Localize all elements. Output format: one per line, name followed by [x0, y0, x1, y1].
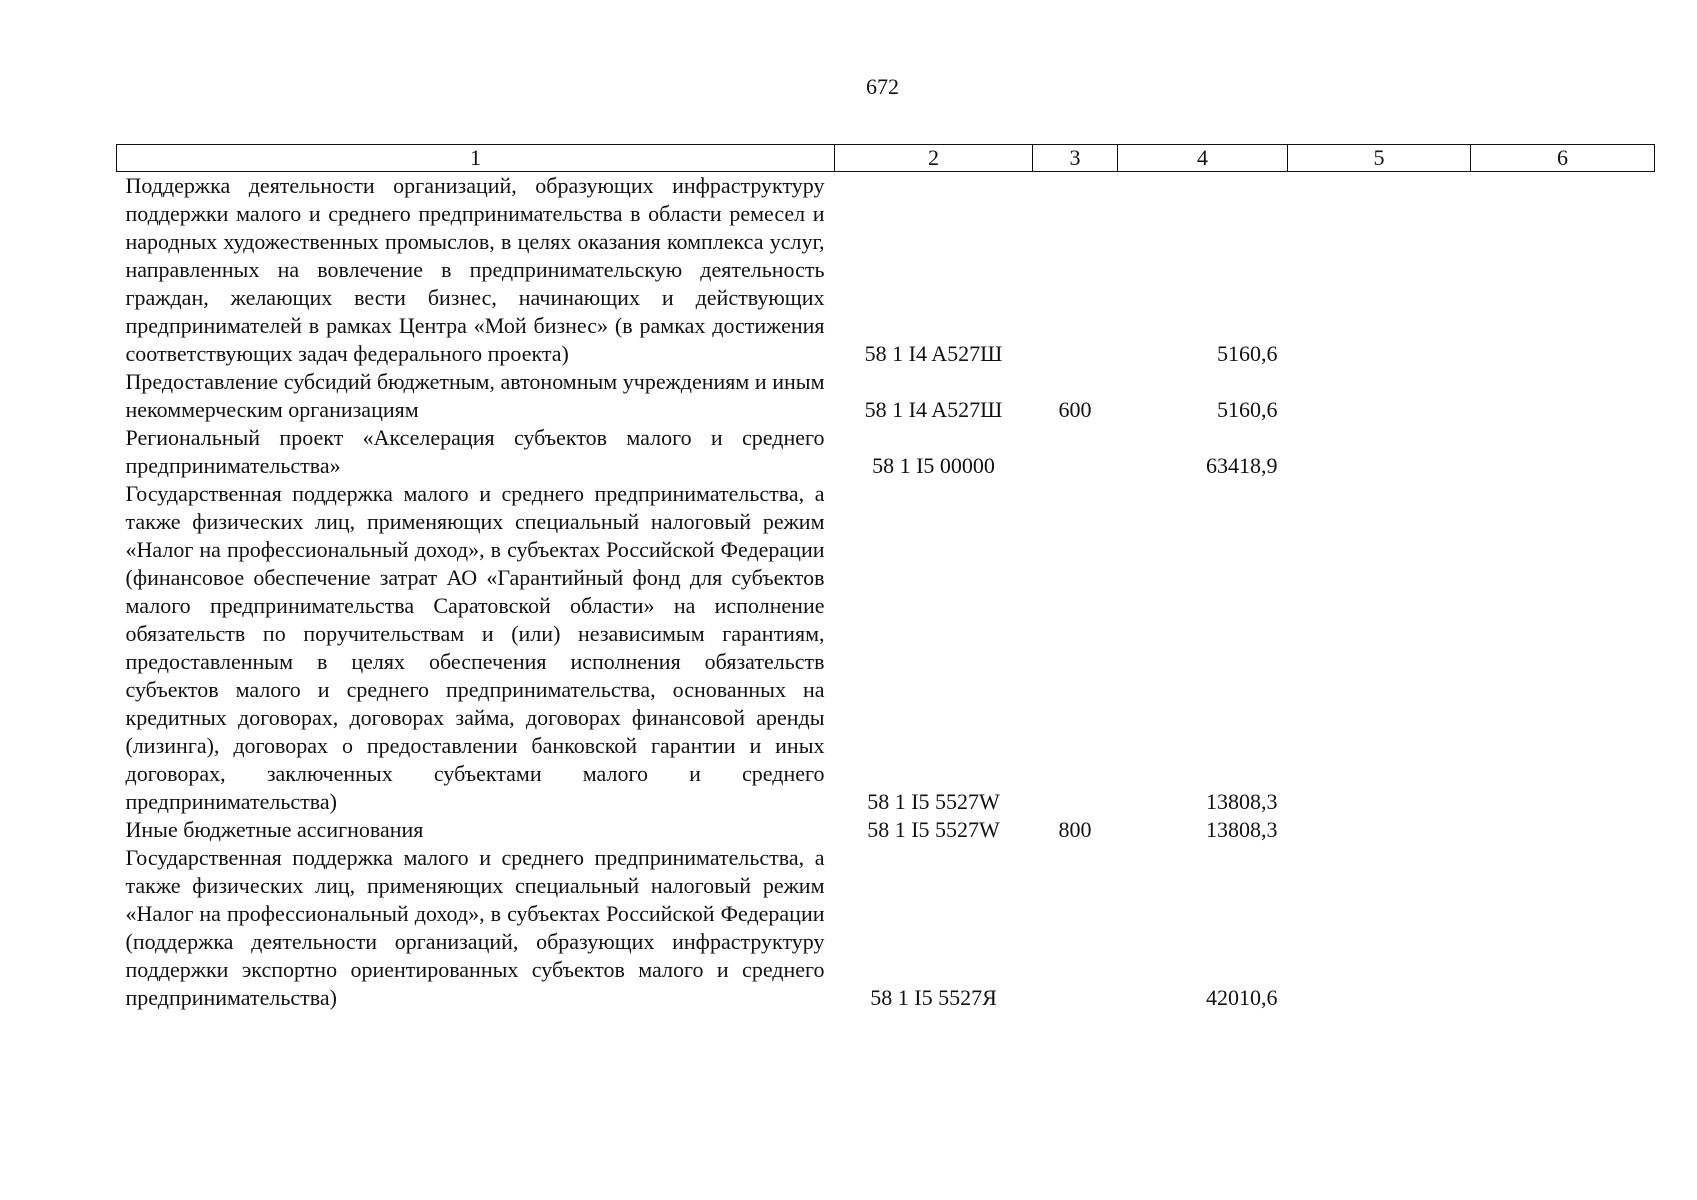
row-expense-type	[1033, 424, 1118, 480]
row-col-5	[1288, 424, 1471, 480]
row-amount: 13808,3	[1206, 789, 1278, 814]
row-amount: 42010,6	[1206, 985, 1278, 1010]
row-name: Государственная поддержка малого и среднего предпринимательства, а также физических лиц, применяющих специальный налоговый режим «Налог на профессиональный доход», в субъектах Российской Федерации (финансовое обеспечение затрат АО «Гарантийный фонд для субъектов малого предпринимательства Саратовской области» на исполнение обязательств по поручительствам и (или) независимым гарантиям, предоставленным в целях обеспечения исполнения обязательств субъектов малого и среднего предпринимательства, основанных на кредитных договорах, договорах займа, договорах финансовой аренды (лизинга), договорах о предоставлении банковской гарантии и иных договорах, заключенных субъектами малого и среднего предпринимательства)	[125, 481, 825, 814]
table-row	[117, 424, 1655, 480]
row-expense-type: 800	[1058, 817, 1092, 842]
row-code: 58 1 I5 00000	[872, 453, 995, 478]
header-col-1: 1	[117, 145, 835, 172]
row-code: 58 1 I5 5527W	[867, 789, 1000, 814]
row-expense-type	[1033, 480, 1118, 816]
row-col-6	[1471, 368, 1655, 424]
row-expense-type	[1033, 844, 1118, 1012]
row-col-5	[1288, 480, 1471, 816]
row-expense-type	[1033, 172, 1118, 369]
header-col-5: 5	[1288, 145, 1471, 172]
row-amount: 63418,9	[1206, 453, 1278, 478]
row-amount: 13808,3	[1206, 817, 1278, 842]
row-col-6	[1471, 172, 1655, 369]
row-name: Государственная поддержка малого и среднего предпринимательства, а также физических лиц, применяющих специальный налоговый режим «Налог на профессиональный доход», в субъектах Российской Федерации (поддержка деятельности организаций, образующих инфраструктуру поддержки экспортно ориентированных субъектов малого и среднего предпринимательства)	[125, 845, 825, 1010]
page-number: 672	[866, 74, 899, 99]
row-name: Иные бюджетные ассигнования	[125, 817, 424, 842]
header-col-6: 6	[1471, 145, 1655, 172]
table-row	[117, 480, 1655, 816]
header-col-4: 4	[1118, 145, 1288, 172]
table-header	[117, 145, 1655, 172]
row-name: Региональный проект «Акселерация субъектов малого и среднего предпринимательства»	[125, 425, 825, 478]
row-name: Предоставление субсидий бюджетным, автономным учреждениям и иным некоммерческим организациям	[125, 369, 825, 422]
row-code: 58 1 I5 5527Я	[870, 985, 997, 1010]
row-expense-type: 600	[1058, 397, 1092, 422]
row-amount: 5160,6	[1217, 341, 1278, 366]
row-col-5	[1288, 172, 1471, 369]
table-row	[117, 368, 1655, 424]
table-row	[117, 844, 1655, 1012]
row-col-6	[1471, 480, 1655, 816]
row-col-6	[1471, 844, 1655, 1012]
row-col-6	[1471, 816, 1655, 844]
header-col-2: 2	[835, 145, 1033, 172]
budget-table	[116, 144, 1655, 1012]
row-col-5	[1288, 368, 1471, 424]
row-code: 58 1 I4 A527Ш	[864, 341, 1003, 366]
row-code: 58 1 I5 5527W	[867, 817, 1000, 842]
table-body	[117, 172, 1655, 1013]
header-col-3: 3	[1033, 145, 1118, 172]
row-name: Поддержка деятельности организаций, образующих инфраструктуру поддержки малого и среднего предпринимательства в области ремесел и народных художественных промыслов, в целях оказания комплекса услуг, направленных на вовлечение в предпринимательскую деятельность граждан, желающих вести бизнес, начинающих и действующих предпринимателей в рамках Центра «Мой бизнес» (в рамках достижения соответствующих задач федерального проекта)	[125, 173, 825, 366]
table-row	[117, 816, 1655, 844]
row-code: 58 1 I4 A527Ш	[864, 397, 1003, 422]
table-row	[117, 172, 1655, 369]
row-col-5	[1288, 816, 1471, 844]
row-amount: 5160,6	[1217, 397, 1278, 422]
row-col-6	[1471, 424, 1655, 480]
row-col-5	[1288, 844, 1471, 1012]
header-row	[117, 145, 1655, 172]
